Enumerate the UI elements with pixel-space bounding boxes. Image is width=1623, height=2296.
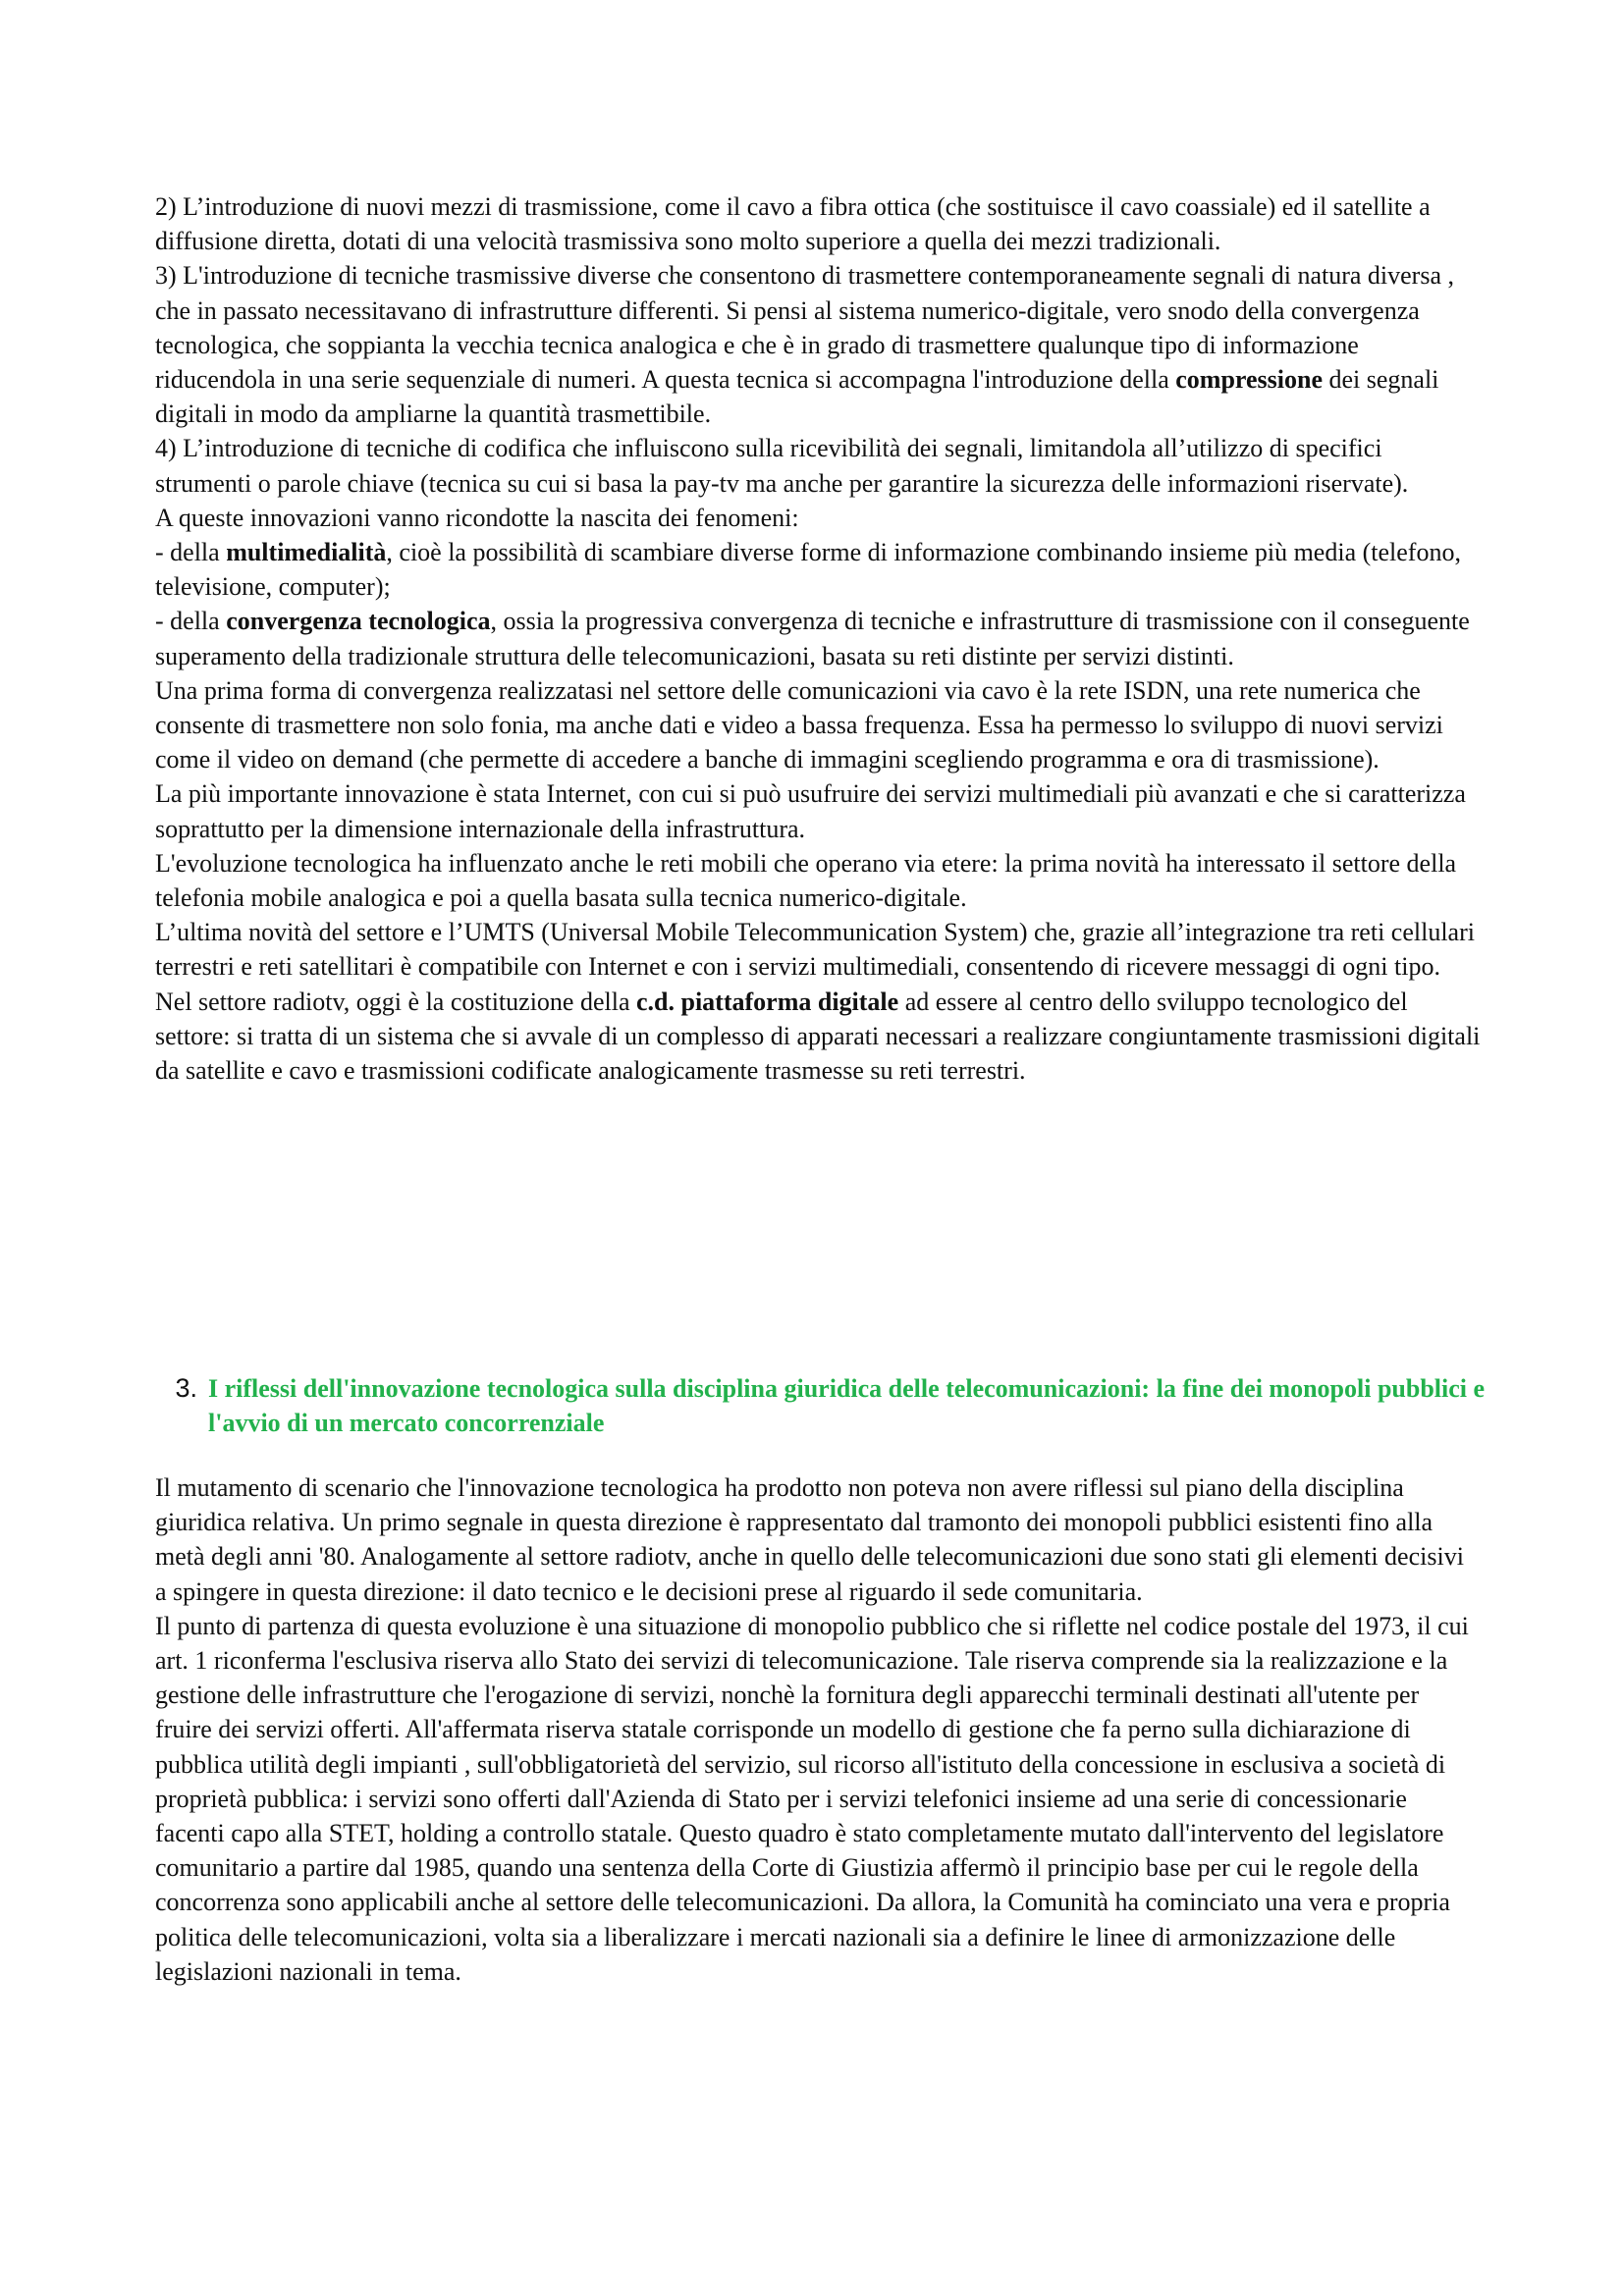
- paragraph-intro-fenomeni: A queste innovazioni vanno ricondotte la nascita dei fenomeni:: [155, 503, 799, 532]
- paragraph-monopolio-pubblico: Il punto di partenza di questa evoluzione è una situazione di monopolio pubblico che si riflette nel codice postale del 1973, il cui art. 1 riconferma l'esclusiva riserva allo Stato dei servizi di telecomunicazione. Tale riserva comprende sia la realizzazione e la gestione delle infrastrutture che l'erogazione di servizi, nonchè la fornitura degli apparecchi terminali destinati all'utente per fruire dei servizi offerti. All'affermata riserva statale corrisponde un modello di gestione che fa perno sulla dichiarazione di pubblica utilità degli impianti , sull'obbligatorietà del servizio, sul ricorso all'istituto della concessione in esclusiva a società di proprietà pubblica: i servizi sono offerti dall'Azienda di Stato per i servizi telefonici insieme ad una serie di concessionarie facenti capo alla STET, holding a controllo statale. Questo quadro è stato completamente mutato dall'intervento del legislatore comunitario a partire dal 1985, quando una sentenza della Corte di Giustizia affermò il principio base per cui le regole della concorrenza sono applicabili anche al settore delle telecomunicazioni. Da allora, la Comunità ha cominciato una vera e propria politica delle telecomunicazioni, volta sia a liberalizzare i mercati nazionali sia a definire le linee di armonizzazione delle legislazioni nazionali in tema.: [155, 1611, 1469, 1986]
- paragraph-piattaforma-digitale: [155, 985, 1481, 1089]
- paragraph-reti-mobili: L'evoluzione tecnologica ha influenzato anche le reti mobili che operano via etere: la prima novità ha interessato il settore della telefonia mobile analogica e poi a quella basata sulla tecnica numerico-digitale.: [155, 848, 1457, 913]
- paragraph-multimedialita: [155, 535, 1481, 604]
- paragraph-text: 3) L'introduzione di tecniche trasmissive diverse che consentono di trasmettere contemporaneamente segnali di natura diversa , che in passato necessitavano di infrastrutture differenti. Si pensi al sistema numerico-digitale, vero snodo della convergenza tecnologica, che soppianta la vecchia tecnica analogica e che è in grado di trasmettere qualunque tipo di informazione riducendola in una serie sequenziale di numeri. A questa tecnica si accompagna l'introduzione della: [155, 261, 1454, 395]
- paragraph-internet: La più importante innovazione è stata Internet, con cui si può usufruire dei servizi multimediali più avanzati e che si caratterizza soprattutto per la dimensione internazionale della infrastruttura.: [155, 779, 1466, 843]
- bold-term-convergenza-tecnologica: convergenza tecnologica: [226, 607, 491, 636]
- paragraph-umts: L’ultima novità del settore e l’UMTS (Universal Mobile Telecommunication System) che, grazie all’integrazione tra reti cellulari terrestri e reti satellitari è compatibile con Internet e con i servizi multimediali, consentendo di ricevere messaggi di ogni tipo.: [155, 918, 1475, 982]
- paragraph-text: - della: [155, 538, 227, 567]
- paragraph-text: dei segnali digitali in modo da ampliarne la quantità trasmettibile.: [155, 365, 1439, 429]
- section-heading: [175, 1371, 1494, 1440]
- paragraph-text: Nel settore radiotv, oggi è la costituzione della: [155, 987, 636, 1016]
- section-number-text: 3.: [175, 1373, 197, 1403]
- paragraph-convergenza: [155, 604, 1481, 672]
- paragraph-text: , cioè la possibilità di scambiare diverse forme di informazione combinando insieme più media (telefono, televisione, computer);: [155, 538, 1461, 602]
- paragraph-mutamento-scenario: Il mutamento di scenario che l'innovazione tecnologica ha prodotto non poteva non avere riflessi sul piano della disciplina giuridica relativa. Un primo segnale in questa direzione è rappresentato dal tramonto dei monopoli pubblici esistenti fino alla metà degli anni '80. Analogamente al settore radiotv, anche in quello delle telecomunicazioni due sono stati gli elementi decisivi a spingere in questa direzione: il dato tecnico e le decisioni prese al riguardo il sede comunitaria.: [155, 1473, 1464, 1606]
- paragraph-point-4: 4) L’introduzione di tecniche di codifica che influiscono sulla ricevibilità dei segnali, limitandola all’utilizzo di specifici strumenti o parole chiave (tecnica su cui si basa la pay-tv ma anche per garantire la sicurezza delle informazioni riservate).: [155, 434, 1409, 498]
- section-heading-text: I riflessi dell'innovazione tecnologica sulla disciplina giuridica delle telecomunicazioni: la fine dei monopoli pubblici e l'avvio di un mercato concorrenziale: [208, 1374, 1486, 1438]
- paragraph-isdn: Una prima forma di convergenza realizzatasi nel settore delle comunicazioni via cavo è la rete ISDN, una rete numerica che consente di trasmettere non solo fonia, ma anche dati e video a bassa frequenza. Essa ha permesso lo sviluppo di nuovi servizi come il video on demand (che permette di accedere a banche di immagini scegliendo programma e ora di trasmissione).: [155, 675, 1443, 774]
- bold-term-multimedialita: multimedialità: [226, 538, 387, 567]
- paragraph-point-3: [155, 258, 1481, 431]
- bold-term-compressione: compressione: [1175, 365, 1323, 395]
- paragraph-text: ad essere al centro dello sviluppo tecnologico del settore: si tratta di un sistema che si avvale di un complesso di apparati necessari a realizzare congiuntamente trasmissioni digitali da satellite e cavo e trasmissioni codificate analogicamente trasmesse su reti terrestri.: [155, 987, 1481, 1086]
- bold-term-piattaforma-digitale: c.d. piattaforma digitale: [636, 987, 899, 1016]
- paragraph-text: - della: [155, 607, 227, 636]
- text-block-upper: [155, 189, 1481, 1088]
- paragraph-text: , ossia la progressiva convergenza di tecniche e infrastrutture di trasmissione con il conseguente superamento della tradizionale struttura delle telecomunicazioni, basata su reti distinte per servizi distinti.: [155, 607, 1470, 670]
- text-block-lower: [155, 1470, 1481, 1989]
- paragraph-point-2: 2) L’introduzione di nuovi mezzi di trasmissione, come il cavo a fibra ottica (che sostituisce il cavo coassiale) ed il satellite a diffusione diretta, dotati di una velocità trasmissiva sono molto superiore a quella dei mezzi tradizionali.: [155, 192, 1431, 256]
